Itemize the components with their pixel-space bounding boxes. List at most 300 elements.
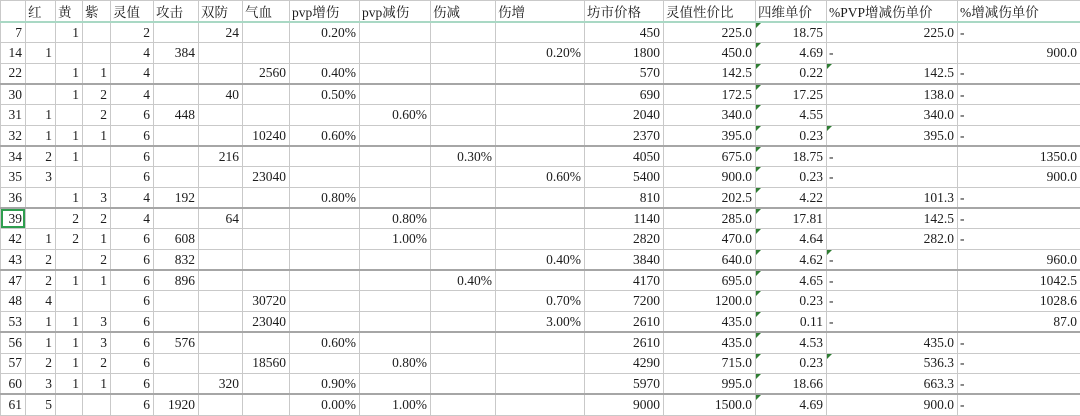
cell[interactable]: 1042.5: [958, 270, 1080, 291]
cell[interactable]: -: [827, 291, 958, 312]
cell[interactable]: [154, 167, 199, 188]
cell[interactable]: [199, 125, 243, 146]
cell[interactable]: [26, 208, 56, 229]
cell[interactable]: [243, 270, 290, 291]
cell[interactable]: [154, 22, 199, 43]
row-id-cell[interactable]: 60: [1, 374, 26, 395]
cell[interactable]: 2820: [585, 229, 664, 250]
cell[interactable]: 435.0: [664, 332, 756, 353]
cell[interactable]: 2: [83, 105, 111, 126]
cell[interactable]: 1: [56, 146, 83, 167]
cell[interactable]: 395.0: [664, 125, 756, 146]
cell[interactable]: 1: [56, 332, 83, 353]
cell[interactable]: 0.23: [756, 167, 827, 188]
cell[interactable]: 3.00%: [496, 312, 585, 333]
cell[interactable]: 448: [154, 105, 199, 126]
cell[interactable]: [290, 229, 360, 250]
cell[interactable]: 0.70%: [496, 291, 585, 312]
cell[interactable]: [243, 84, 290, 105]
cell[interactable]: 0.60%: [290, 125, 360, 146]
column-header-13[interactable]: 灵值性价比: [664, 1, 756, 23]
cell[interactable]: 570: [585, 63, 664, 84]
cell[interactable]: 0.23: [756, 291, 827, 312]
column-header-7[interactable]: 气血: [243, 1, 290, 23]
cell[interactable]: 536.3: [827, 353, 958, 374]
cell[interactable]: 3840: [585, 250, 664, 271]
cell[interactable]: 6: [111, 105, 154, 126]
cell[interactable]: [360, 332, 431, 353]
cell[interactable]: [26, 63, 56, 84]
row-id-cell[interactable]: 35: [1, 167, 26, 188]
cell[interactable]: 18560: [243, 353, 290, 374]
cell[interactable]: 5970: [585, 374, 664, 395]
cell[interactable]: [290, 105, 360, 126]
cell[interactable]: [496, 394, 585, 415]
cell[interactable]: 64: [199, 208, 243, 229]
cell[interactable]: [496, 63, 585, 84]
cell[interactable]: 0.11: [756, 312, 827, 333]
cell[interactable]: 320: [199, 374, 243, 395]
cell[interactable]: [243, 229, 290, 250]
cell[interactable]: [243, 146, 290, 167]
row-id-cell[interactable]: 47: [1, 270, 26, 291]
cell[interactable]: [496, 208, 585, 229]
cell[interactable]: 2: [83, 353, 111, 374]
cell[interactable]: 1: [56, 84, 83, 105]
cell[interactable]: [199, 250, 243, 271]
cell[interactable]: [431, 208, 496, 229]
cell[interactable]: [431, 84, 496, 105]
row-id-cell[interactable]: 31: [1, 105, 26, 126]
cell[interactable]: 6: [111, 332, 154, 353]
row-id-cell[interactable]: 7: [1, 22, 26, 43]
column-header-5[interactable]: 攻击: [154, 1, 199, 23]
cell[interactable]: [360, 43, 431, 64]
cell[interactable]: 7200: [585, 291, 664, 312]
cell[interactable]: 340.0: [827, 105, 958, 126]
cell[interactable]: [199, 312, 243, 333]
cell[interactable]: 1: [56, 312, 83, 333]
column-header-1[interactable]: 红: [26, 1, 56, 23]
cell[interactable]: 1: [83, 374, 111, 395]
cell[interactable]: 900.0: [664, 167, 756, 188]
cell[interactable]: 0.20%: [496, 43, 585, 64]
cell[interactable]: [496, 270, 585, 291]
cell[interactable]: -: [827, 146, 958, 167]
cell[interactable]: 1: [26, 332, 56, 353]
cell[interactable]: [56, 167, 83, 188]
cell[interactable]: 6: [111, 374, 154, 395]
cell[interactable]: [243, 250, 290, 271]
cell[interactable]: 1: [26, 105, 56, 126]
cell[interactable]: [199, 43, 243, 64]
cell[interactable]: [290, 167, 360, 188]
cell[interactable]: 6: [111, 229, 154, 250]
cell[interactable]: 450: [585, 22, 664, 43]
cell[interactable]: [496, 353, 585, 374]
cell[interactable]: 0.80%: [360, 353, 431, 374]
cell[interactable]: [26, 188, 56, 209]
cell[interactable]: 2040: [585, 105, 664, 126]
cell[interactable]: -: [827, 312, 958, 333]
cell[interactable]: 23040: [243, 167, 290, 188]
cell[interactable]: 900.0: [958, 43, 1080, 64]
cell[interactable]: 1.00%: [360, 229, 431, 250]
row-id-cell[interactable]: 14: [1, 43, 26, 64]
cell[interactable]: 960.0: [958, 250, 1080, 271]
cell[interactable]: 2: [26, 146, 56, 167]
cell[interactable]: -: [827, 43, 958, 64]
cell[interactable]: 2: [83, 250, 111, 271]
cell[interactable]: [56, 43, 83, 64]
cell[interactable]: -: [958, 22, 1080, 43]
cell[interactable]: 4290: [585, 353, 664, 374]
cell[interactable]: 832: [154, 250, 199, 271]
cell[interactable]: 6: [111, 250, 154, 271]
cell[interactable]: 1: [83, 63, 111, 84]
cell[interactable]: 384: [154, 43, 199, 64]
cell[interactable]: 1: [56, 353, 83, 374]
cell[interactable]: 4050: [585, 146, 664, 167]
cell[interactable]: [431, 22, 496, 43]
column-header-8[interactable]: pvp增伤: [290, 1, 360, 23]
cell[interactable]: 4: [111, 188, 154, 209]
cell[interactable]: 2610: [585, 312, 664, 333]
cell[interactable]: 0.50%: [290, 84, 360, 105]
cell[interactable]: [290, 146, 360, 167]
cell[interactable]: 10240: [243, 125, 290, 146]
cell[interactable]: 810: [585, 188, 664, 209]
cell[interactable]: 6: [111, 167, 154, 188]
cell[interactable]: 695.0: [664, 270, 756, 291]
cell[interactable]: 675.0: [664, 146, 756, 167]
cell[interactable]: 1500.0: [664, 394, 756, 415]
cell[interactable]: -: [827, 250, 958, 271]
cell[interactable]: [243, 394, 290, 415]
cell[interactable]: 4.62: [756, 250, 827, 271]
cell[interactable]: 0.80%: [360, 208, 431, 229]
cell[interactable]: 4: [111, 208, 154, 229]
cell[interactable]: [243, 332, 290, 353]
cell[interactable]: [431, 63, 496, 84]
cell[interactable]: 715.0: [664, 353, 756, 374]
cell[interactable]: [360, 312, 431, 333]
cell[interactable]: 3: [83, 312, 111, 333]
cell[interactable]: [360, 22, 431, 43]
cell[interactable]: [56, 291, 83, 312]
column-header-16[interactable]: %增减伤单价: [958, 1, 1080, 23]
cell[interactable]: [154, 208, 199, 229]
cell[interactable]: [56, 394, 83, 415]
cell[interactable]: 995.0: [664, 374, 756, 395]
cell[interactable]: -: [958, 332, 1080, 353]
cell[interactable]: 340.0: [664, 105, 756, 126]
cell[interactable]: -: [958, 374, 1080, 395]
cell[interactable]: 5400: [585, 167, 664, 188]
cell[interactable]: 3: [26, 167, 56, 188]
cell[interactable]: -: [958, 353, 1080, 374]
column-header-15[interactable]: %PVP增减伤单价: [827, 1, 958, 23]
cell[interactable]: 0.30%: [431, 146, 496, 167]
cell[interactable]: [360, 188, 431, 209]
cell[interactable]: [243, 22, 290, 43]
row-id-cell[interactable]: 34: [1, 146, 26, 167]
cell[interactable]: 0.90%: [290, 374, 360, 395]
cell[interactable]: [154, 291, 199, 312]
cell[interactable]: 285.0: [664, 208, 756, 229]
cell[interactable]: 1920: [154, 394, 199, 415]
cell[interactable]: 900.0: [827, 394, 958, 415]
cell[interactable]: [431, 291, 496, 312]
cell[interactable]: [199, 105, 243, 126]
cell[interactable]: -: [958, 229, 1080, 250]
cell[interactable]: 172.5: [664, 84, 756, 105]
cell[interactable]: [431, 332, 496, 353]
cell[interactable]: [243, 188, 290, 209]
cell[interactable]: 1800: [585, 43, 664, 64]
cell[interactable]: 18.75: [756, 22, 827, 43]
cell[interactable]: 0.20%: [290, 22, 360, 43]
cell[interactable]: 3: [83, 188, 111, 209]
cell[interactable]: 4: [111, 84, 154, 105]
cell[interactable]: [431, 353, 496, 374]
cell[interactable]: [360, 291, 431, 312]
cell[interactable]: 40: [199, 84, 243, 105]
column-header-2[interactable]: 黄: [56, 1, 83, 23]
cell[interactable]: 470.0: [664, 229, 756, 250]
cell[interactable]: [199, 167, 243, 188]
cell[interactable]: 1350.0: [958, 146, 1080, 167]
cell[interactable]: 1: [26, 312, 56, 333]
cell[interactable]: 1: [56, 270, 83, 291]
row-id-cell[interactable]: 53: [1, 312, 26, 333]
cell[interactable]: [243, 208, 290, 229]
cell[interactable]: 1: [83, 270, 111, 291]
cell[interactable]: [431, 43, 496, 64]
cell[interactable]: 6: [111, 394, 154, 415]
cell[interactable]: [243, 374, 290, 395]
cell[interactable]: 0.40%: [290, 63, 360, 84]
cell[interactable]: [83, 167, 111, 188]
cell[interactable]: [431, 312, 496, 333]
cell[interactable]: 6: [111, 312, 154, 333]
cell[interactable]: 1: [26, 229, 56, 250]
cell[interactable]: 2: [56, 229, 83, 250]
cell[interactable]: [290, 270, 360, 291]
cell[interactable]: 18.66: [756, 374, 827, 395]
cell[interactable]: 0.40%: [431, 270, 496, 291]
cell[interactable]: 4: [111, 43, 154, 64]
cell[interactable]: [154, 146, 199, 167]
column-header-11[interactable]: 伤增: [496, 1, 585, 23]
cell[interactable]: 435.0: [827, 332, 958, 353]
cell[interactable]: -: [958, 105, 1080, 126]
cell[interactable]: [431, 229, 496, 250]
cell[interactable]: -: [958, 125, 1080, 146]
cell[interactable]: 900.0: [958, 167, 1080, 188]
column-header-3[interactable]: 紫: [83, 1, 111, 23]
column-header-14[interactable]: 四维单价: [756, 1, 827, 23]
cell[interactable]: 101.3: [827, 188, 958, 209]
cell[interactable]: [431, 188, 496, 209]
cell[interactable]: [199, 270, 243, 291]
cell[interactable]: 2: [56, 208, 83, 229]
cell[interactable]: 30720: [243, 291, 290, 312]
cell[interactable]: 2560: [243, 63, 290, 84]
cell[interactable]: [154, 63, 199, 84]
cell[interactable]: 6: [111, 125, 154, 146]
cell[interactable]: 6: [111, 291, 154, 312]
cell[interactable]: -: [827, 270, 958, 291]
cell[interactable]: [26, 22, 56, 43]
cell[interactable]: [290, 353, 360, 374]
cell[interactable]: 2: [26, 250, 56, 271]
cell[interactable]: [290, 312, 360, 333]
cell[interactable]: 1028.6: [958, 291, 1080, 312]
cell[interactable]: 18.75: [756, 146, 827, 167]
column-header-12[interactable]: 坊市价格: [585, 1, 664, 23]
cell[interactable]: [360, 270, 431, 291]
cell[interactable]: [496, 105, 585, 126]
cell[interactable]: 1: [56, 22, 83, 43]
row-id-cell[interactable]: 48: [1, 291, 26, 312]
cell[interactable]: [199, 353, 243, 374]
cell[interactable]: [360, 167, 431, 188]
cell[interactable]: 4: [26, 291, 56, 312]
column-header-9[interactable]: pvp减伤: [360, 1, 431, 23]
cell[interactable]: [360, 146, 431, 167]
cell[interactable]: [431, 250, 496, 271]
cell[interactable]: 640.0: [664, 250, 756, 271]
cell[interactable]: [83, 394, 111, 415]
selected-cell[interactable]: 39: [1, 208, 26, 229]
cell[interactable]: [290, 208, 360, 229]
cell[interactable]: 608: [154, 229, 199, 250]
cell[interactable]: 4.69: [756, 394, 827, 415]
row-id-cell[interactable]: 61: [1, 394, 26, 415]
cell[interactable]: 0.60%: [360, 105, 431, 126]
column-header-4[interactable]: 灵值: [111, 1, 154, 23]
cell[interactable]: 2: [26, 270, 56, 291]
cell[interactable]: [290, 291, 360, 312]
cell[interactable]: [83, 43, 111, 64]
cell[interactable]: 2: [111, 22, 154, 43]
cell[interactable]: 1: [26, 43, 56, 64]
cell[interactable]: [154, 84, 199, 105]
cell[interactable]: 0.23: [756, 353, 827, 374]
cell[interactable]: 138.0: [827, 84, 958, 105]
cell[interactable]: [496, 374, 585, 395]
cell[interactable]: 2: [83, 84, 111, 105]
cell[interactable]: 1: [83, 125, 111, 146]
cell[interactable]: [199, 63, 243, 84]
cell[interactable]: 0.22: [756, 63, 827, 84]
cell[interactable]: [83, 291, 111, 312]
cell[interactable]: 225.0: [827, 22, 958, 43]
cell[interactable]: [154, 312, 199, 333]
cell[interactable]: [496, 125, 585, 146]
cell[interactable]: 0.40%: [496, 250, 585, 271]
cell[interactable]: 87.0: [958, 312, 1080, 333]
cell[interactable]: [496, 84, 585, 105]
cell[interactable]: 2370: [585, 125, 664, 146]
cell[interactable]: [199, 188, 243, 209]
cell[interactable]: 4.64: [756, 229, 827, 250]
cell[interactable]: 0.60%: [290, 332, 360, 353]
cell[interactable]: 4.53: [756, 332, 827, 353]
cell[interactable]: 142.5: [827, 63, 958, 84]
cell[interactable]: [199, 229, 243, 250]
cell[interactable]: 4: [111, 63, 154, 84]
cell[interactable]: [154, 353, 199, 374]
cell[interactable]: [56, 105, 83, 126]
cell[interactable]: 1.00%: [360, 394, 431, 415]
cell[interactable]: 1: [56, 63, 83, 84]
row-id-cell[interactable]: 42: [1, 229, 26, 250]
cell[interactable]: 0.00%: [290, 394, 360, 415]
row-id-cell[interactable]: 36: [1, 188, 26, 209]
cell[interactable]: 4.22: [756, 188, 827, 209]
cell[interactable]: 1: [56, 125, 83, 146]
cell[interactable]: 435.0: [664, 312, 756, 333]
cell[interactable]: 1: [56, 374, 83, 395]
cell[interactable]: -: [827, 167, 958, 188]
cell[interactable]: [290, 43, 360, 64]
cell[interactable]: 225.0: [664, 22, 756, 43]
cell[interactable]: 282.0: [827, 229, 958, 250]
cell[interactable]: 2: [83, 208, 111, 229]
cell[interactable]: 0.60%: [496, 167, 585, 188]
cell[interactable]: 4.69: [756, 43, 827, 64]
cell[interactable]: 576: [154, 332, 199, 353]
cell[interactable]: [431, 125, 496, 146]
cell[interactable]: [360, 125, 431, 146]
cell[interactable]: [360, 374, 431, 395]
cell[interactable]: 202.5: [664, 188, 756, 209]
cell[interactable]: -: [958, 84, 1080, 105]
cell[interactable]: 216: [199, 146, 243, 167]
cell[interactable]: [496, 188, 585, 209]
cell[interactable]: [360, 63, 431, 84]
cell[interactable]: -: [958, 394, 1080, 415]
cell[interactable]: 4.65: [756, 270, 827, 291]
cell[interactable]: 690: [585, 84, 664, 105]
cell[interactable]: 395.0: [827, 125, 958, 146]
cell[interactable]: 450.0: [664, 43, 756, 64]
row-id-cell[interactable]: 32: [1, 125, 26, 146]
cell[interactable]: [431, 167, 496, 188]
cell[interactable]: [154, 374, 199, 395]
row-id-cell[interactable]: 30: [1, 84, 26, 105]
cell[interactable]: 0.23: [756, 125, 827, 146]
cell[interactable]: [154, 125, 199, 146]
cell[interactable]: [360, 84, 431, 105]
row-id-cell[interactable]: 43: [1, 250, 26, 271]
cell[interactable]: [496, 22, 585, 43]
cell[interactable]: 3: [83, 332, 111, 353]
row-id-cell[interactable]: 56: [1, 332, 26, 353]
cell[interactable]: 17.25: [756, 84, 827, 105]
cell[interactable]: 23040: [243, 312, 290, 333]
cell[interactable]: [83, 22, 111, 43]
cell[interactable]: 0.80%: [290, 188, 360, 209]
cell[interactable]: [199, 332, 243, 353]
cell[interactable]: -: [958, 63, 1080, 84]
row-id-cell[interactable]: 57: [1, 353, 26, 374]
cell[interactable]: [496, 229, 585, 250]
cell[interactable]: 896: [154, 270, 199, 291]
cell[interactable]: [431, 105, 496, 126]
